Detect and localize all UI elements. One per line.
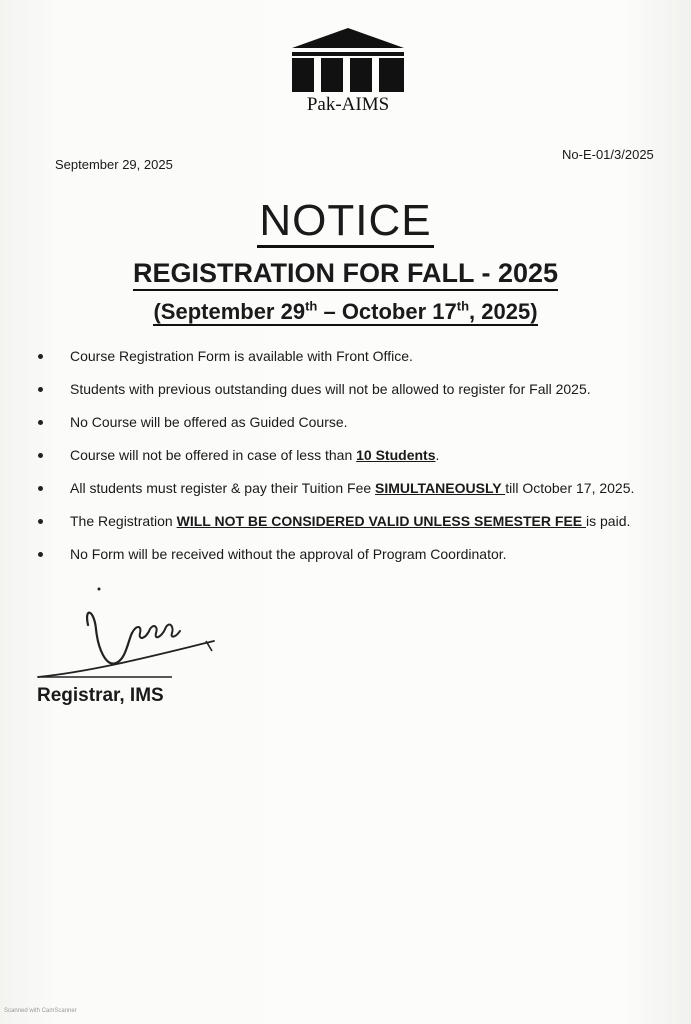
notice-word: NOTICE (257, 196, 433, 248)
signature-block (36, 585, 226, 685)
list-item (38, 546, 678, 579)
signatory-title: Registrar, IMS (37, 685, 164, 706)
bullet-dot (38, 519, 43, 524)
list-item-text: All students must register & pay their Tuition Fee SIMULTANEOUSLY till October 17, 2025. (70, 480, 635, 496)
range-mid: – October 17 (317, 299, 457, 325)
date-range-text (153, 299, 537, 326)
bullet-dot (38, 387, 43, 392)
notice-title-text: REGISTRATION FOR FALL - 2025 (133, 258, 558, 291)
list-item (38, 348, 678, 381)
list-item (38, 447, 678, 480)
institution-logo (286, 26, 410, 120)
list-item-text: No Course will be offered as Guided Course. (70, 414, 348, 430)
list-item-text: Course will not be offered in case of less than 10 Students. (70, 447, 440, 463)
list-item (38, 513, 678, 546)
bullet-dot (38, 486, 43, 491)
range-sup-1: th (305, 299, 318, 314)
notice-date: September 29, 2025 (55, 157, 173, 172)
list-item-text: No Form will be received without the approval of Program Coordinator. (70, 546, 507, 562)
list-item-text: Course Registration Form is available with Front Office. (70, 348, 413, 364)
notice-title (0, 258, 691, 289)
scanner-watermark: Scanned with CamScanner (4, 1008, 77, 1014)
range-close: , 2025) (469, 299, 538, 325)
list-item (38, 381, 678, 414)
bullet-dot (38, 420, 43, 425)
range-sup-2: th (456, 299, 470, 314)
handwritten-signature-icon (36, 585, 226, 685)
list-item-text: Students with previous outstanding dues will not be allowed to register for Fall 2025. (70, 381, 591, 397)
building-columns-icon (286, 26, 410, 96)
bullet-dot (38, 354, 43, 359)
logo-text: Pak-AIMS (306, 94, 390, 115)
list-item-text: The Registration WILL NOT BE CONSIDERED VALID UNLESS SEMESTER FEE is paid. (70, 513, 631, 529)
rules-list (38, 348, 678, 579)
list-item (38, 414, 678, 447)
bullet-dot (38, 552, 43, 557)
bullet-dot (38, 453, 43, 458)
notice-heading (0, 196, 691, 246)
reference-number: No-E-01/3/2025 (562, 147, 654, 162)
range-open: (September 29 (153, 299, 306, 325)
list-item (38, 480, 678, 513)
registration-date-range (0, 299, 691, 325)
